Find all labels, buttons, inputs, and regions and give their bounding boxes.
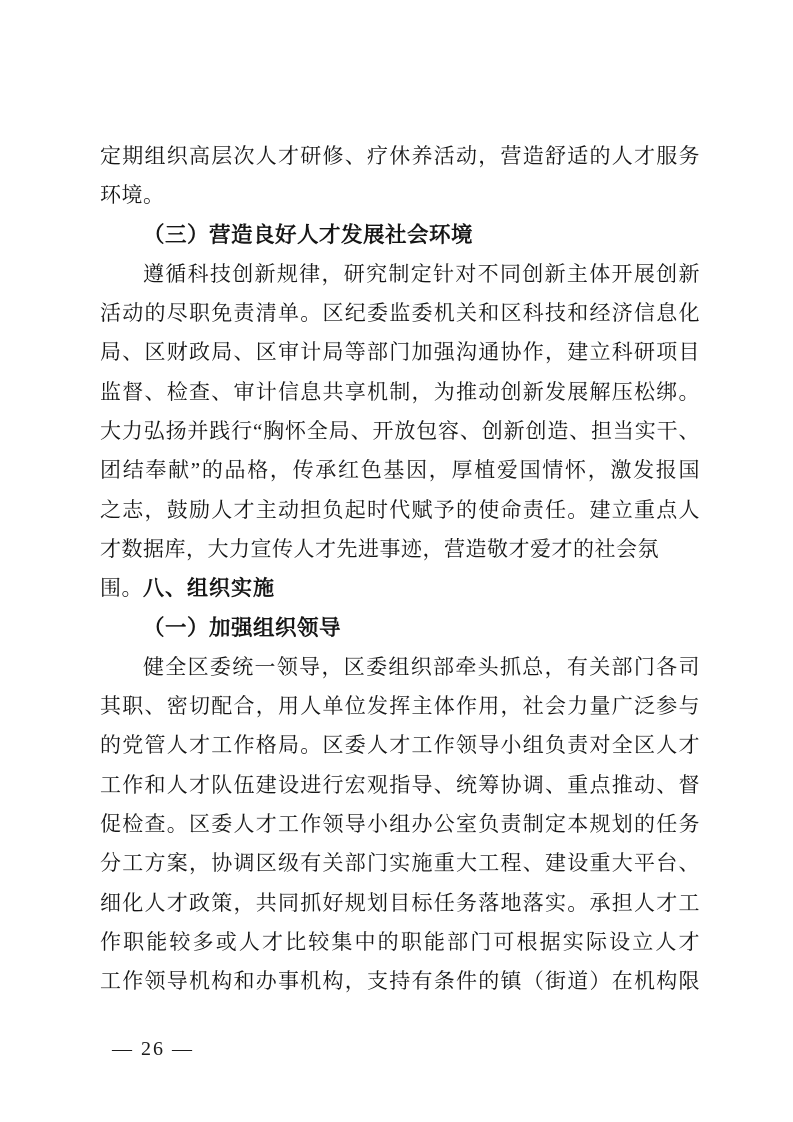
text-line: 局、区财政局、区审计局等部门加强沟通协作，建立科研项目 (100, 340, 700, 365)
text-line: 定期组织高层次人才研修、疗休养活动，营造舒适的人才服务 (100, 144, 700, 168)
text-line: 团结奉献”的品格，传承红色基因，厚植爱国情怀，激发报国 (100, 458, 700, 483)
text-line: 大力弘扬并践行“胸怀全局、开放包容、创新创造、担当实干、 (100, 419, 700, 444)
text-line: 作职能较多或人才比较集中的职能部门可根据实际设立人才 (100, 929, 700, 954)
text-line: 分工方案，协调区级有关部门实施重大工程、建设重大平台、 (100, 851, 700, 876)
text-line: 遵循科技创新规律，研究制定针对不同创新主体开展创新 (143, 261, 700, 286)
text-line: 工作领导机构和办事机构，支持有条件的镇（街道）在机构限 (100, 969, 700, 994)
text-line: 才数据库，大力宣传人才先进事迹，营造敬才爱才的社会氛围。 (100, 536, 659, 601)
section-heading: 八、组织实施 (143, 577, 275, 601)
text-line: 活动的尽职免责清单。区纪委监委机关和区科技和经济信息化 (100, 301, 700, 326)
text-line: 健全区委统一领导，区委组织部牵头抓总，有关部门各司 (143, 654, 700, 679)
text-block (100, 137, 700, 1002)
text-line: 的党管人才工作格局。区委人才工作领导小组负责对全区人才 (100, 733, 700, 758)
page-number: — 26 — (112, 1038, 194, 1060)
text-line: 其职、密切配合，用人单位发挥主体作用，社会力量广泛参与 (100, 694, 700, 719)
text-line: 促检查。区委人才工作领导小组办公室负责制定本规划的任务 (100, 812, 700, 837)
text-line: 之志，鼓励人才主动担负起时代赋予的使命责任。建立重点人 (100, 497, 700, 522)
section-heading: （一）加强组织领导 (143, 615, 342, 640)
section-heading: （三）营造良好人才发展社会环境 (143, 222, 474, 247)
text-line: 环境。 (100, 183, 165, 208)
text-line: 工作和人才队伍建设进行宏观指导、统筹协调、重点推动、督 (100, 772, 700, 797)
text-line: 监督、检查、审计信息共享机制，为推动创新发展解压松绑。 (100, 379, 700, 404)
text-line: 细化人才政策，共同抓好规划目标任务落地落实。承担人才工 (100, 890, 700, 915)
